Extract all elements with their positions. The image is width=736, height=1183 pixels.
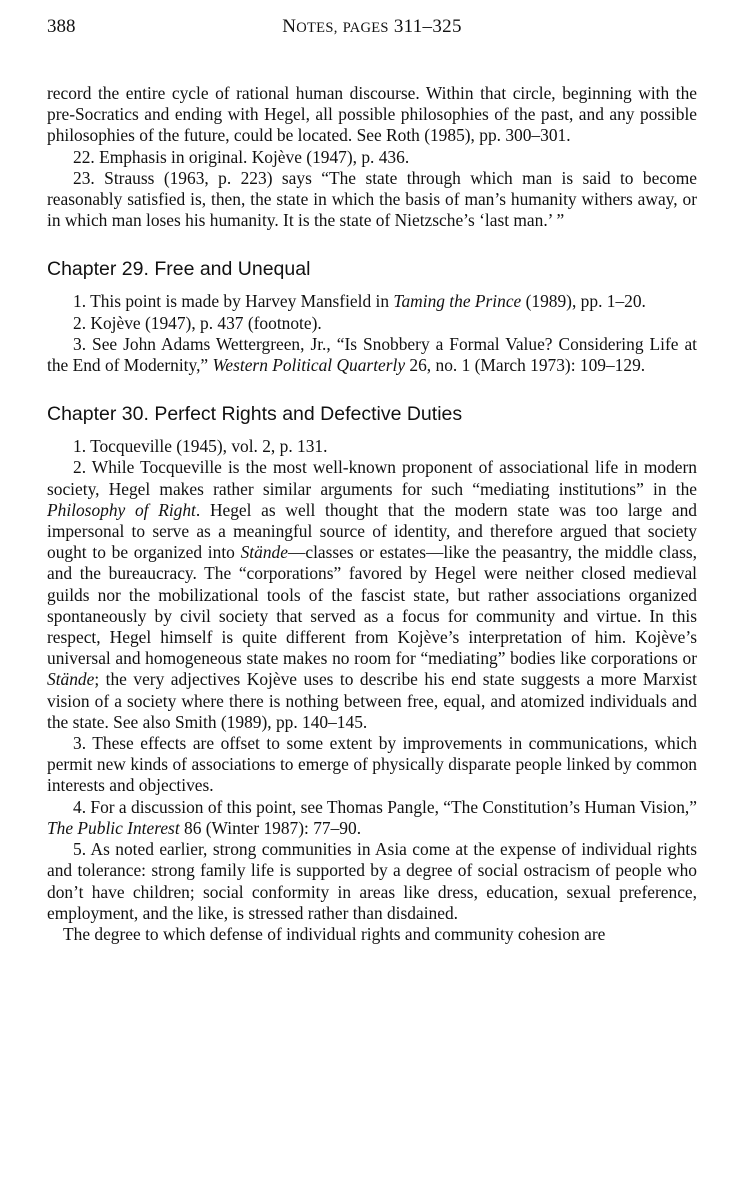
ch30-note-1: 1. Tocqueville (1945), vol. 2, p. 131. <box>73 436 328 457</box>
ch30-note-2 <box>47 457 697 733</box>
note-23: 23. Strauss (1963, p. 223) says “The state through which man is said to become reasonably satisfied is, then, the state in which the basis of man’s humanity withers away, or in which man loses his humanity. It is the state of Nietzsche’s ‘last man.’ ” <box>47 167 697 231</box>
ch29-note-3-text: 3. See John Adams Wettergreen, Jr., “Is Snobbery a Formal Value? Considering Life at the End of Modernity,” <box>47 333 697 376</box>
journal-title: Western Political Quarterly <box>212 355 406 376</box>
ch30-note-4 <box>47 797 697 839</box>
book-title: Philosophy of Right <box>47 499 196 520</box>
page-header <box>47 16 697 40</box>
running-head-page-range: 311–325 <box>393 16 462 37</box>
ch29-note-2: 2. Kojève (1947), p. 437 (footnote). <box>73 312 322 333</box>
ch30-note-2-text-b: . Hegel as well thought that the modern state was too large and impersonal to serve as a meaningful source of identity, and therefore argued that society ought to be organized into <box>47 499 698 563</box>
running-head-pages-word: PAGES <box>342 20 389 36</box>
chapter-29-heading: Chapter 29. Free and Unequal <box>47 258 311 281</box>
ch30-note-4-text: 4. For a discussion of this point, see Thomas Pangle, “The Constitution’s Human Vision,” <box>73 796 697 817</box>
ch30-note-5-continuation: The degree to which defense of individual rights and community cohesion are <box>63 923 606 944</box>
note-22: 22. Emphasis in original. Kojève (1947), p. 436. <box>73 146 410 167</box>
ch29-note-1-text-end: (1989), pp. 1–20. <box>521 291 646 312</box>
running-head <box>47 16 697 38</box>
ch30-note-4-text-end: 86 (Winter 1987): 77–90. <box>179 817 362 838</box>
ch29-note-3-text-end: 26, no. 1 (March 1973): 109–129. <box>405 355 646 376</box>
ch30-note-2-text-a: 2. While Tocqueville is the most well-known proponent of associational life in modern society, Hegel makes rather similar arguments for such “mediating institutions” in the <box>47 457 697 499</box>
ch30-note-5: 5. As noted earlier, strong communities in Asia come at the expense of individual rights and tolerance: strong family life is supported by a degree of social ostracism of people who don’t have children; social conformity in areas like dress, education, sexual preference, employment, and the like, is stressed rather than disdained. <box>47 839 697 923</box>
foreign-term: Stände <box>240 542 288 563</box>
ch30-note-2-text-d: ; the very adjectives Kojève uses to describe his end state suggests a more Marxist vision of a society where there is nothing between free, equal, and atomized individuals and the state. See also Smith (1989), pp. 140–145. <box>47 669 697 732</box>
journal-title: The Public Interest <box>47 817 180 838</box>
note-continuation: record the entire cycle of rational human discourse. Within that circle, beginning with the pre-Socratics and ending with Hegel, all possible philosophies of the past, and any possible philosophies of the future, could be located. See Roth (1985), pp. 300–301. <box>47 83 697 146</box>
running-head-notes: OTES, <box>296 20 338 36</box>
ch29-note-1-text: 1. This point is made by Harvey Mansfield in <box>73 291 394 312</box>
book-title: Taming the Prince <box>393 291 522 312</box>
running-head-cap: N <box>282 16 297 37</box>
chapter-30-heading: Chapter 30. Perfect Rights and Defective Duties <box>47 403 463 426</box>
ch30-note-3: 3. These effects are offset to some extent by improvements in communications, which permit new kinds of associations to emerge of physically disparate people linked by common interests and objectives. <box>47 733 697 796</box>
ch30-note-2-text-c: —classes or estates—like the peasantry, the middle class, and the bureaucracy. The “corporations” favored by Hegel were neither closed medieval guilds nor the mobilizational tools of the fascist state, but rather associations organized spontaneously by civil society that served as a focus for community and virtue. In this respect, Hegel himself is quite different from Kojève’s interpretation of him. Kojève’s universal and homogeneous state makes no room for “mediating” bodies like corporations or <box>47 542 697 669</box>
foreign-term: Stände <box>47 669 95 690</box>
page-number: 388 <box>47 16 76 37</box>
ch29-note-3 <box>47 334 697 376</box>
notes-body <box>47 83 697 945</box>
ch29-note-1 <box>47 291 697 312</box>
